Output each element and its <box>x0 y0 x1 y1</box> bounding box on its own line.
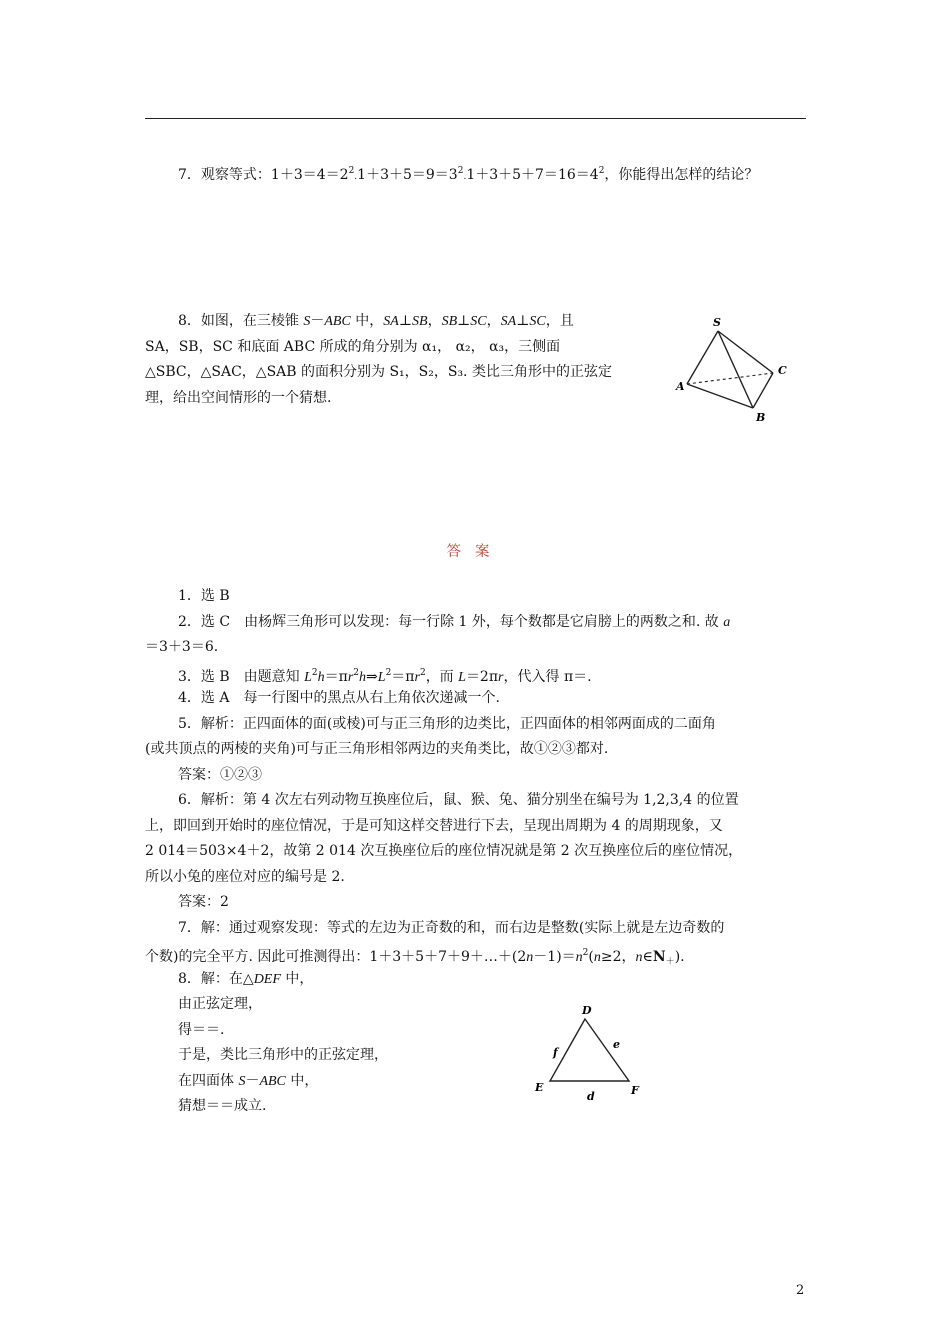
label-C: C <box>778 364 787 377</box>
label-f: f <box>553 1046 558 1059</box>
edge-BC <box>753 373 773 408</box>
answer-3: 3．选 B 由题意知 $L^2h=\pi r^2h\Rightarrow L^2=\pi r^2$，而 L＝2πr，代入得 π＝. <box>178 668 592 685</box>
problem-7-exp1: 2 <box>348 166 355 176</box>
label-E: E <box>535 1081 544 1094</box>
answer-8-line5: 在四面体 S－ABC 中， <box>178 1073 319 1089</box>
edge-SA <box>687 331 718 384</box>
edge-SC <box>718 331 773 373</box>
answer-5-line1: 5．解析：正四面体的面(或棱)可与正三角形的边类比，正四面体的相邻两面成的二面角 <box>178 716 716 732</box>
problem-8-line4: 理，给出空间情形的一个猜想. <box>145 390 332 406</box>
answer-2-line1: 2．选 C 由杨辉三角形可以发现：每一行除 1 外，每个数都是它肩膀上的两数之和. 故 a <box>178 614 731 630</box>
problem-7-tail: ，你能得出怎样的结论？ <box>604 167 759 183</box>
answer-8-line6: 猜想＝＝成立. <box>178 1098 267 1114</box>
answer-8-line3: 得＝＝. <box>178 1022 225 1038</box>
problem-7-eq3: 1＋3＋5＋7＝16＝4 <box>466 167 599 183</box>
problem-7-eq2: 1＋3＋5＝9＝3 <box>357 167 458 183</box>
answer-8-line2: 由正弦定理， <box>178 996 262 1012</box>
answer-6-line4: 所以小兔的座位对应的编号是 2. <box>145 869 345 885</box>
tetrahedron-figure <box>670 312 800 427</box>
page-number: 2 <box>796 1283 805 1298</box>
answer-6-line1: 6．解析：第 4 次左右列动物互换座位后，鼠、猴、兔、猫分别坐在编号为 1,2,3,4 的位置 <box>178 792 739 808</box>
problem-7-exp3: 2 <box>598 166 605 176</box>
edge-AC-hidden <box>687 373 773 384</box>
problem-7-eq1: 1＋3＝4＝2 <box>270 167 349 183</box>
problem-8-line1: 8．如图，在三棱锥 S－ABC 中，SA⊥SB，SB⊥SC，SA⊥SC，且 <box>178 313 574 329</box>
answer-6-answer: 答案：2 <box>178 894 229 910</box>
answer-5-line2: (或共顶点的两棱的夹角)可与正三角形相邻两边的夹角类比，故①②③都对. <box>145 741 609 757</box>
triangle-def-figure <box>525 1000 650 1110</box>
answer-4: 4．选 A 每一行图中的黑点从右上角依次递减一个. <box>178 690 500 706</box>
header-rule <box>145 118 806 119</box>
label-B: B <box>756 411 766 424</box>
answer-6-line3: 2 014＝503×4＋2，故第 2 014 次互换座位后的座位情况就是第 2 次互换座位后的座位情况， <box>145 843 743 859</box>
answer-7-line2: 个数)的完全平方. 因此可推测得出：$1+3+5+7+9+\dots+(2n-1)=n^2(n\ge 2$，$n\in N_+$). <box>145 948 685 967</box>
answer-1: 1．选 B <box>178 588 230 604</box>
problem-8-line3: △SBC，△SAC，△SAB 的面积分别为 S₁，S₂，S₃. 类比三角形中的正弦定 <box>145 364 612 380</box>
answer-6-line2: 上，即回到开始时的座位情况，于是可知这样交替进行下去，呈现出周期为 4 的周期现象，又 <box>145 818 723 834</box>
answer-5-answer: 答案：①②③ <box>178 767 262 783</box>
problem-7-exp2: 2 <box>457 166 464 176</box>
problem-8-line2: SA，SB，SC 和底面 ABC 所成的角分别为 α₁， α₂， α₃，三侧面 <box>145 339 561 355</box>
label-A: A <box>676 380 685 393</box>
answer-2-line2: ＝3＋3＝6. <box>145 639 219 655</box>
answers-title: 答案 <box>446 544 504 560</box>
label-F: F <box>631 1084 639 1097</box>
answer-7-line1: 7．解：通过观察发现：等式的左边为正奇数的和，而右边是整数(实际上就是左边奇数的 <box>178 920 725 936</box>
label-S: S <box>713 316 721 329</box>
label-d: d <box>587 1090 595 1103</box>
answer-8-line1: 8．解：在△DEF 中， <box>178 971 314 987</box>
label-e: e <box>613 1038 620 1051</box>
problem-7: 7．观察等式：$1+3=4=2^2.1+3+5=9=3^2.1+3+5+7=16=4^2$，你能得出怎样的结论？ <box>178 166 759 183</box>
label-D: D <box>582 1004 592 1017</box>
answer-8-line4: 于是，类比三角形中的正弦定理， <box>178 1047 388 1063</box>
problem-7-label: 7．观察等式： <box>178 167 271 183</box>
